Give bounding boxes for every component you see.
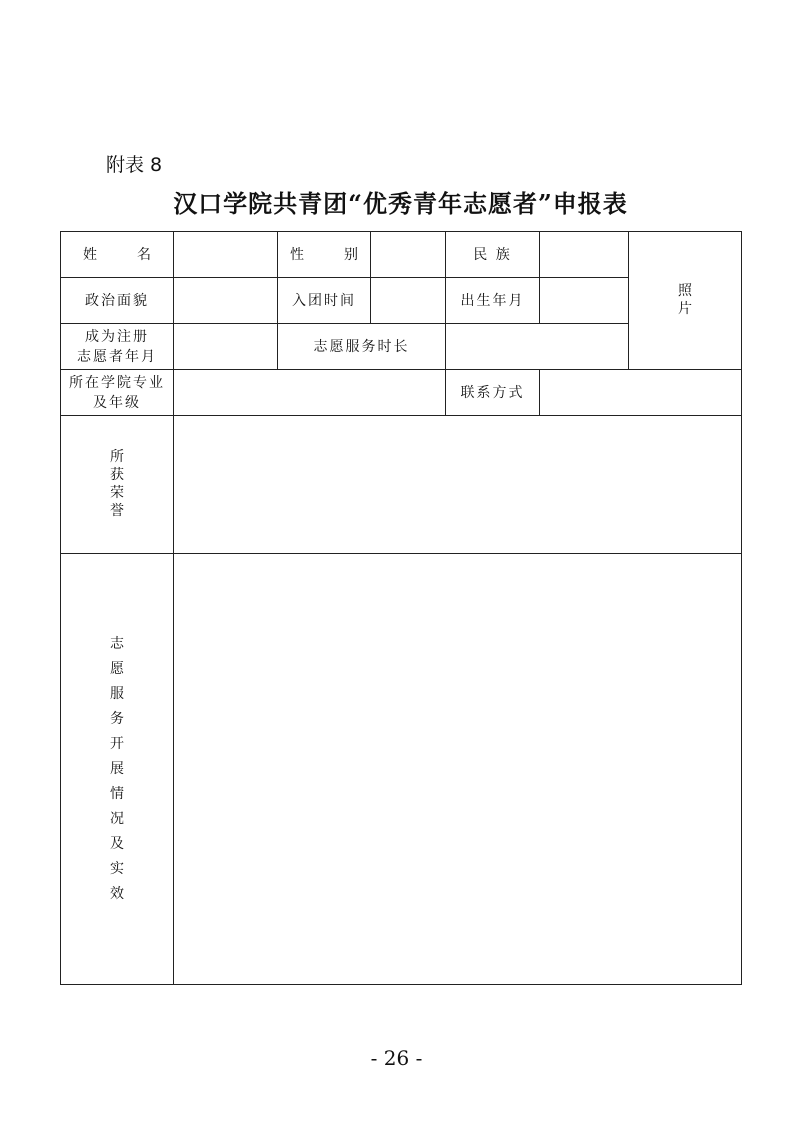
birth-date-label: 出生年月	[460, 292, 525, 309]
league-join-time-label-cell	[278, 278, 371, 324]
college-major-input-cell[interactable]	[174, 370, 446, 416]
political-status-label-cell	[61, 278, 174, 324]
gender-label-cell	[278, 232, 371, 278]
college-major-label-line2: 及年级	[93, 394, 141, 411]
honors-input-cell[interactable]	[174, 416, 742, 554]
ethnicity-label-cell	[446, 232, 540, 278]
service-hours-input-cell[interactable]	[446, 324, 629, 370]
photo-cell[interactable]	[629, 232, 742, 370]
form-row-service-details	[61, 554, 742, 985]
registration-date-label-cell	[61, 324, 174, 370]
application-form-table	[60, 231, 742, 985]
birth-date-label-cell	[446, 278, 540, 324]
name-input-cell[interactable]	[174, 232, 278, 278]
service-hours-label: 志愿服务时长	[313, 338, 410, 355]
page-number: - 26 -	[370, 1046, 423, 1070]
service-details-input-cell[interactable]	[174, 554, 742, 985]
name-label-first: 姓	[83, 246, 97, 263]
photo-label: 照片	[678, 283, 692, 317]
form-row-honors	[61, 416, 742, 554]
service-details-label: 志愿服务开展情况及实效	[110, 635, 124, 902]
college-major-label-line1: 所在学院专业	[69, 374, 165, 391]
form-row-college	[61, 370, 742, 416]
name-label-cell	[61, 232, 174, 278]
honors-label-cell	[61, 416, 174, 554]
form-title: 汉口学院共青团“优秀青年志愿者”申报表	[173, 189, 628, 218]
registration-date-label-line2: 志愿者年月	[77, 348, 157, 365]
college-major-label-cell	[61, 370, 174, 416]
gender-input-cell[interactable]	[371, 232, 446, 278]
contact-label-cell	[446, 370, 540, 416]
league-join-time-input-cell[interactable]	[371, 278, 446, 324]
gender-label-second: 别	[344, 246, 358, 263]
registration-date-input-cell[interactable]	[174, 324, 278, 370]
contact-label: 联系方式	[460, 384, 525, 401]
league-join-time-label: 入团时间	[292, 292, 356, 309]
appendix-label: 附表 8	[106, 154, 163, 176]
registration-date-label-line1: 成为注册	[85, 328, 149, 345]
gender-label-first: 性	[290, 246, 304, 263]
political-status-label: 政治面貌	[85, 292, 149, 309]
ethnicity-input-cell[interactable]	[540, 232, 629, 278]
contact-input-cell[interactable]	[540, 370, 742, 416]
name-label-second: 名	[137, 246, 151, 263]
form-row-basic-1	[61, 232, 742, 278]
birth-date-input-cell[interactable]	[540, 278, 629, 324]
political-status-input-cell[interactable]	[174, 278, 278, 324]
ethnicity-label: 民 族	[473, 246, 512, 263]
service-hours-label-cell	[278, 324, 446, 370]
service-details-label-cell	[61, 554, 174, 985]
honors-label: 所获荣誉	[110, 449, 124, 519]
